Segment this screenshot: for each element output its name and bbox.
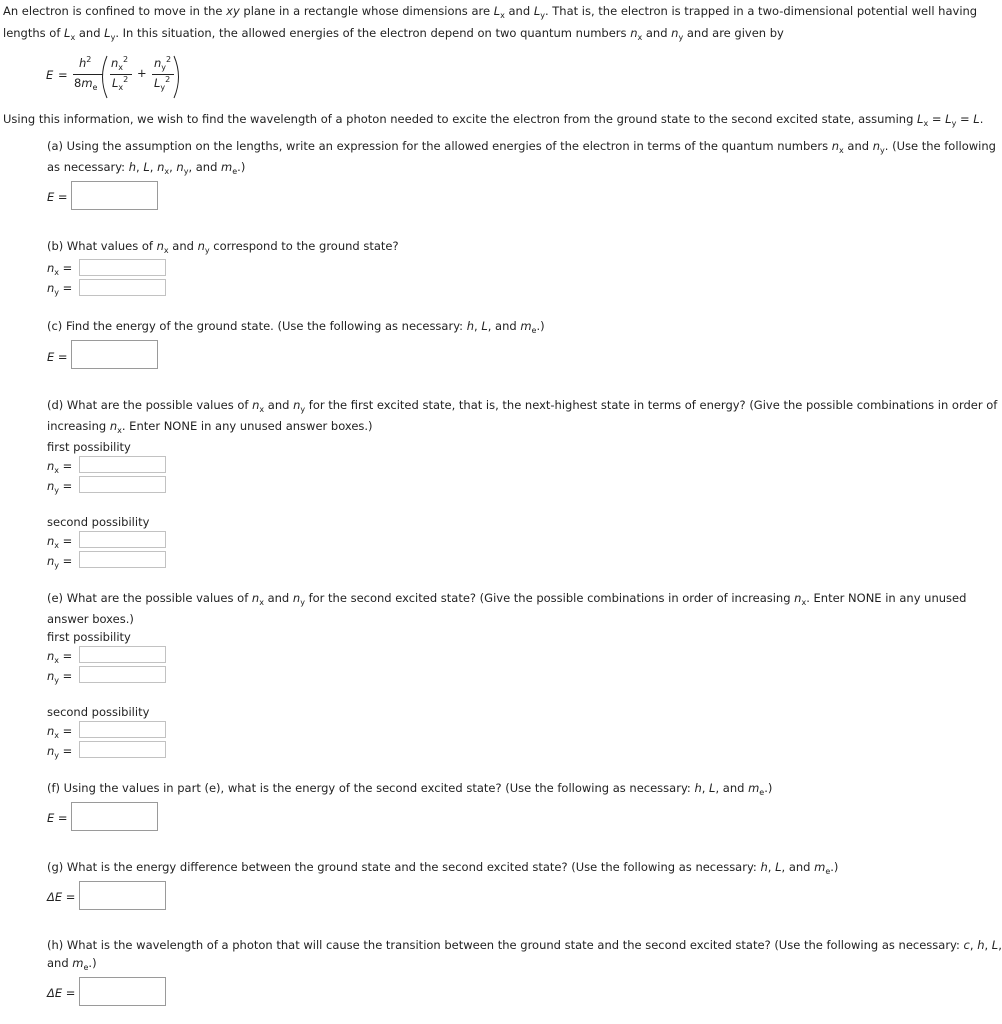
part-d-second-possibility: second possibility [47,515,150,529]
part-d-first-ny-label: $n_y$ = [47,479,73,495]
part-e-second-possibility: second possibility [47,705,150,719]
part-e-second-nx-input[interactable] [79,721,166,738]
part-f-question: (f) Using the values in part (e), what is the energy of the second excited state? (Use the following as necessary: h, L, and $m_e$.) [47,781,773,797]
part-e-question-line2: answer boxes.) [47,612,134,626]
part-d-question-line2: increasing $n_x$. Enter NONE in any unused answer boxes.) [47,419,373,435]
part-a-question-line2: as necessary: h, L, $n_x$, $n_y$, and $m_e$.) [47,160,246,176]
part-d-first-ny-input[interactable] [79,476,166,493]
part-g-delta-energy-input[interactable] [79,881,166,910]
part-h-question-line2: and $m_e$.) [47,956,97,972]
part-d-second-ny-label: $n_y$ = [47,554,73,570]
part-h-wavelength-input[interactable] [79,977,166,1006]
part-c-label: E = [47,350,68,364]
part-b-question: (b) What values of $n_x$ and $n_y$ correspond to the ground state? [47,239,399,255]
part-b-nx-input[interactable] [79,259,166,276]
part-b-ny-input[interactable] [79,279,166,296]
left-paren [97,54,109,100]
part-h-question: (h) What is the wavelength of a photon that will cause the transition between the ground state and the second excited state? (Use the following as necessary: c, h, L, [47,938,1002,952]
part-d-question: (d) What are the possible values of $n_x$ and $n_y$ for the first excited state, that is, the next-highest state in terms of energy? (Give the possible combinations in order of [47,398,998,414]
part-e-second-ny-input[interactable] [79,741,166,758]
part-g-question: (g) What is the energy difference between the ground state and the second excited state? (Use the following as necessary: h, L, and $m_e$.) [47,860,839,876]
part-d-first-possibility: first possibility [47,440,131,454]
part-a-energy-input[interactable] [71,181,158,210]
part-e-first-nx-label: $n_x$ = [47,649,73,665]
part-e-second-ny-label: $n_y$ = [47,744,73,760]
part-g-label: ΔE = [47,890,76,904]
right-paren [172,54,184,100]
part-e-question: (e) What are the possible values of $n_x$ and $n_y$ for the second excited state? (Give the possible combinations in order of increasing $n_x$. Enter NONE in any unused [47,591,967,607]
part-b-ny-label: $n_y$ = [47,281,73,297]
intro-line-1: An electron is confined to move in the xy plane in a rectangle whose dimensions are $L_x$ and $L_y$. That is, the electron is trapped in a two-dimensional potential well having [3,4,978,20]
part-d-second-ny-input[interactable] [79,551,166,568]
part-e-first-nx-input[interactable] [79,646,166,663]
part-b-nx-label: $n_x$ = [47,261,73,277]
part-e-first-ny-label: $n_y$ = [47,669,73,685]
part-f-label: E = [47,811,68,825]
part-h-label: ΔE = [47,986,76,1000]
part-c-question: (c) Find the energy of the ground state. (Use the following as necessary: h, L, and $m_e$.) [47,319,545,335]
using-line: Using this information, we wish to find the wavelength of a photon needed to excite the electron from the ground state to the second excited state, assuming $L_x = L_y = L$. [3,112,984,128]
part-a-label: E = [47,190,68,204]
part-e-first-possibility: first possibility [47,630,131,644]
part-a-question: (a) Using the assumption on the lengths, write an expression for the allowed energies of the electron in terms of the quantum numbers $n_x$ and $n_y$. (Use the following [47,139,996,155]
part-e-second-nx-label: $n_x$ = [47,724,73,740]
part-d-second-nx-label: $n_x$ = [47,534,73,550]
part-e-first-ny-input[interactable] [79,666,166,683]
intro-line-2: lengths of $L_x$ and $L_y$. In this situation, the allowed energies of the electron depend on two quantum numbers $n_x$ and $n_y$ and are given by [3,26,784,42]
part-f-energy-input[interactable] [71,802,158,831]
part-d-first-nx-input[interactable] [79,456,166,473]
part-d-first-nx-label: $n_x$ = [47,459,73,475]
part-d-second-nx-input[interactable] [79,531,166,548]
part-c-energy-input[interactable] [71,340,158,369]
